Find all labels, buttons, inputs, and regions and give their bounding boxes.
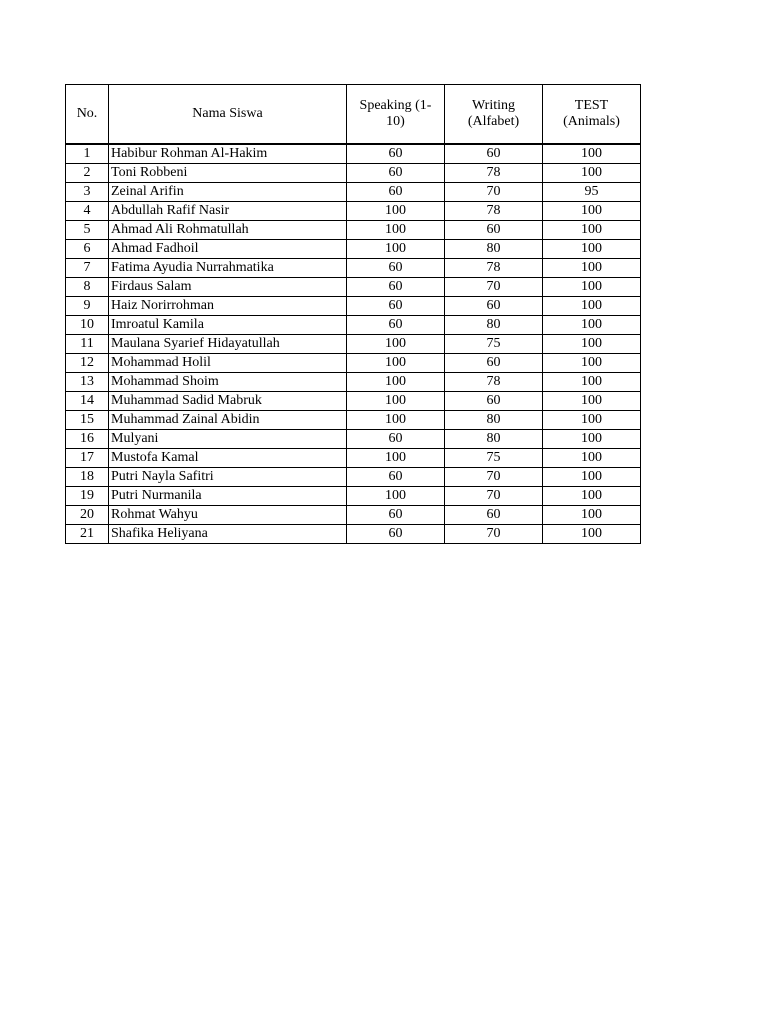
score-sheet (65, 84, 641, 544)
column-header-name: Nama Siswa (109, 85, 347, 145)
cell-name: Mulyani (109, 430, 347, 449)
cell-speaking: 60 (347, 164, 445, 183)
cell-name: Maulana Syarief Hidayatullah (109, 335, 347, 354)
cell-speaking: 60 (347, 259, 445, 278)
cell-writing: 70 (445, 183, 543, 202)
cell-test: 100 (543, 259, 641, 278)
table-body (66, 144, 641, 544)
cell-no: 10 (66, 316, 109, 335)
table-row (66, 468, 641, 487)
cell-name: Fatima Ayudia Nurrahmatika (109, 259, 347, 278)
cell-no: 1 (66, 144, 109, 164)
cell-no: 15 (66, 411, 109, 430)
cell-no: 18 (66, 468, 109, 487)
cell-speaking: 60 (347, 468, 445, 487)
table-row (66, 335, 641, 354)
cell-speaking: 60 (347, 430, 445, 449)
cell-writing: 70 (445, 468, 543, 487)
cell-test: 100 (543, 278, 641, 297)
cell-name: Muhammad Sadid Mabruk (109, 392, 347, 411)
cell-name: Mohammad Shoim (109, 373, 347, 392)
cell-no: 2 (66, 164, 109, 183)
table-row (66, 240, 641, 259)
cell-name: Putri Nurmanila (109, 487, 347, 506)
cell-writing: 80 (445, 411, 543, 430)
table-row (66, 525, 641, 544)
cell-writing: 78 (445, 373, 543, 392)
cell-no: 5 (66, 221, 109, 240)
cell-no: 13 (66, 373, 109, 392)
cell-no: 12 (66, 354, 109, 373)
cell-writing: 75 (445, 449, 543, 468)
cell-writing: 70 (445, 525, 543, 544)
table-row (66, 259, 641, 278)
cell-writing: 80 (445, 430, 543, 449)
cell-test: 100 (543, 487, 641, 506)
cell-test: 100 (543, 297, 641, 316)
cell-speaking: 100 (347, 221, 445, 240)
cell-test: 100 (543, 449, 641, 468)
table-header-row (66, 85, 641, 145)
cell-speaking: 60 (347, 144, 445, 164)
cell-speaking: 100 (347, 354, 445, 373)
cell-speaking: 60 (347, 506, 445, 525)
cell-no: 11 (66, 335, 109, 354)
cell-name: Habibur Rohman Al-Hakim (109, 144, 347, 164)
cell-speaking: 60 (347, 183, 445, 202)
column-header-no: No. (66, 85, 109, 145)
cell-writing: 80 (445, 316, 543, 335)
cell-test: 100 (543, 430, 641, 449)
table-row (66, 144, 641, 164)
cell-test: 100 (543, 373, 641, 392)
column-header-writing: Writing (Alfabet) (445, 85, 543, 145)
cell-test: 100 (543, 316, 641, 335)
cell-test: 100 (543, 525, 641, 544)
cell-speaking: 100 (347, 373, 445, 392)
cell-name: Abdullah Rafif Nasir (109, 202, 347, 221)
cell-no: 17 (66, 449, 109, 468)
cell-test: 100 (543, 164, 641, 183)
cell-name: Firdaus Salam (109, 278, 347, 297)
cell-no: 14 (66, 392, 109, 411)
cell-test: 100 (543, 411, 641, 430)
table-row (66, 449, 641, 468)
cell-name: Muhammad Zainal Abidin (109, 411, 347, 430)
cell-test: 100 (543, 221, 641, 240)
table-row (66, 430, 641, 449)
cell-writing: 60 (445, 221, 543, 240)
cell-name: Mohammad Holil (109, 354, 347, 373)
table-row (66, 373, 641, 392)
table-row (66, 221, 641, 240)
cell-writing: 70 (445, 278, 543, 297)
cell-test: 100 (543, 240, 641, 259)
cell-name: Shafika Heliyana (109, 525, 347, 544)
cell-writing: 70 (445, 487, 543, 506)
cell-writing: 80 (445, 240, 543, 259)
table-row (66, 202, 641, 221)
cell-no: 16 (66, 430, 109, 449)
cell-name: Toni Robbeni (109, 164, 347, 183)
cell-writing: 60 (445, 506, 543, 525)
column-header-speaking: Speaking (1- 10) (347, 85, 445, 145)
cell-test: 100 (543, 506, 641, 525)
cell-no: 3 (66, 183, 109, 202)
cell-name: Imroatul Kamila (109, 316, 347, 335)
cell-writing: 78 (445, 259, 543, 278)
cell-name: Mustofa Kamal (109, 449, 347, 468)
cell-name: Rohmat Wahyu (109, 506, 347, 525)
cell-no: 8 (66, 278, 109, 297)
cell-test: 100 (543, 144, 641, 164)
cell-no: 6 (66, 240, 109, 259)
cell-name: Ahmad Ali Rohmatullah (109, 221, 347, 240)
cell-speaking: 60 (347, 525, 445, 544)
cell-writing: 60 (445, 297, 543, 316)
column-header-test: TEST (Animals) (543, 85, 641, 145)
cell-speaking: 100 (347, 240, 445, 259)
student-score-table (65, 84, 641, 544)
cell-no: 7 (66, 259, 109, 278)
cell-no: 21 (66, 525, 109, 544)
cell-no: 19 (66, 487, 109, 506)
table-row (66, 164, 641, 183)
cell-test: 100 (543, 468, 641, 487)
table-row (66, 183, 641, 202)
cell-no: 20 (66, 506, 109, 525)
table-row (66, 278, 641, 297)
table-row (66, 297, 641, 316)
cell-speaking: 100 (347, 487, 445, 506)
cell-speaking: 100 (347, 392, 445, 411)
table-row (66, 411, 641, 430)
table-row (66, 506, 641, 525)
cell-name: Zeinal Arifin (109, 183, 347, 202)
cell-writing: 75 (445, 335, 543, 354)
cell-test: 100 (543, 392, 641, 411)
cell-name: Ahmad Fadhoil (109, 240, 347, 259)
cell-test: 100 (543, 354, 641, 373)
cell-speaking: 100 (347, 449, 445, 468)
cell-writing: 60 (445, 354, 543, 373)
cell-writing: 60 (445, 392, 543, 411)
cell-name: Haiz Norirrohman (109, 297, 347, 316)
cell-no: 4 (66, 202, 109, 221)
cell-writing: 78 (445, 202, 543, 221)
cell-speaking: 60 (347, 278, 445, 297)
table-row (66, 354, 641, 373)
cell-speaking: 60 (347, 297, 445, 316)
cell-test: 95 (543, 183, 641, 202)
table-row (66, 316, 641, 335)
table-row (66, 487, 641, 506)
cell-writing: 60 (445, 144, 543, 164)
cell-speaking: 100 (347, 202, 445, 221)
cell-test: 100 (543, 202, 641, 221)
cell-writing: 78 (445, 164, 543, 183)
table-row (66, 392, 641, 411)
cell-speaking: 100 (347, 335, 445, 354)
cell-no: 9 (66, 297, 109, 316)
cell-speaking: 100 (347, 411, 445, 430)
cell-test: 100 (543, 335, 641, 354)
cell-name: Putri Nayla Safitri (109, 468, 347, 487)
cell-speaking: 60 (347, 316, 445, 335)
